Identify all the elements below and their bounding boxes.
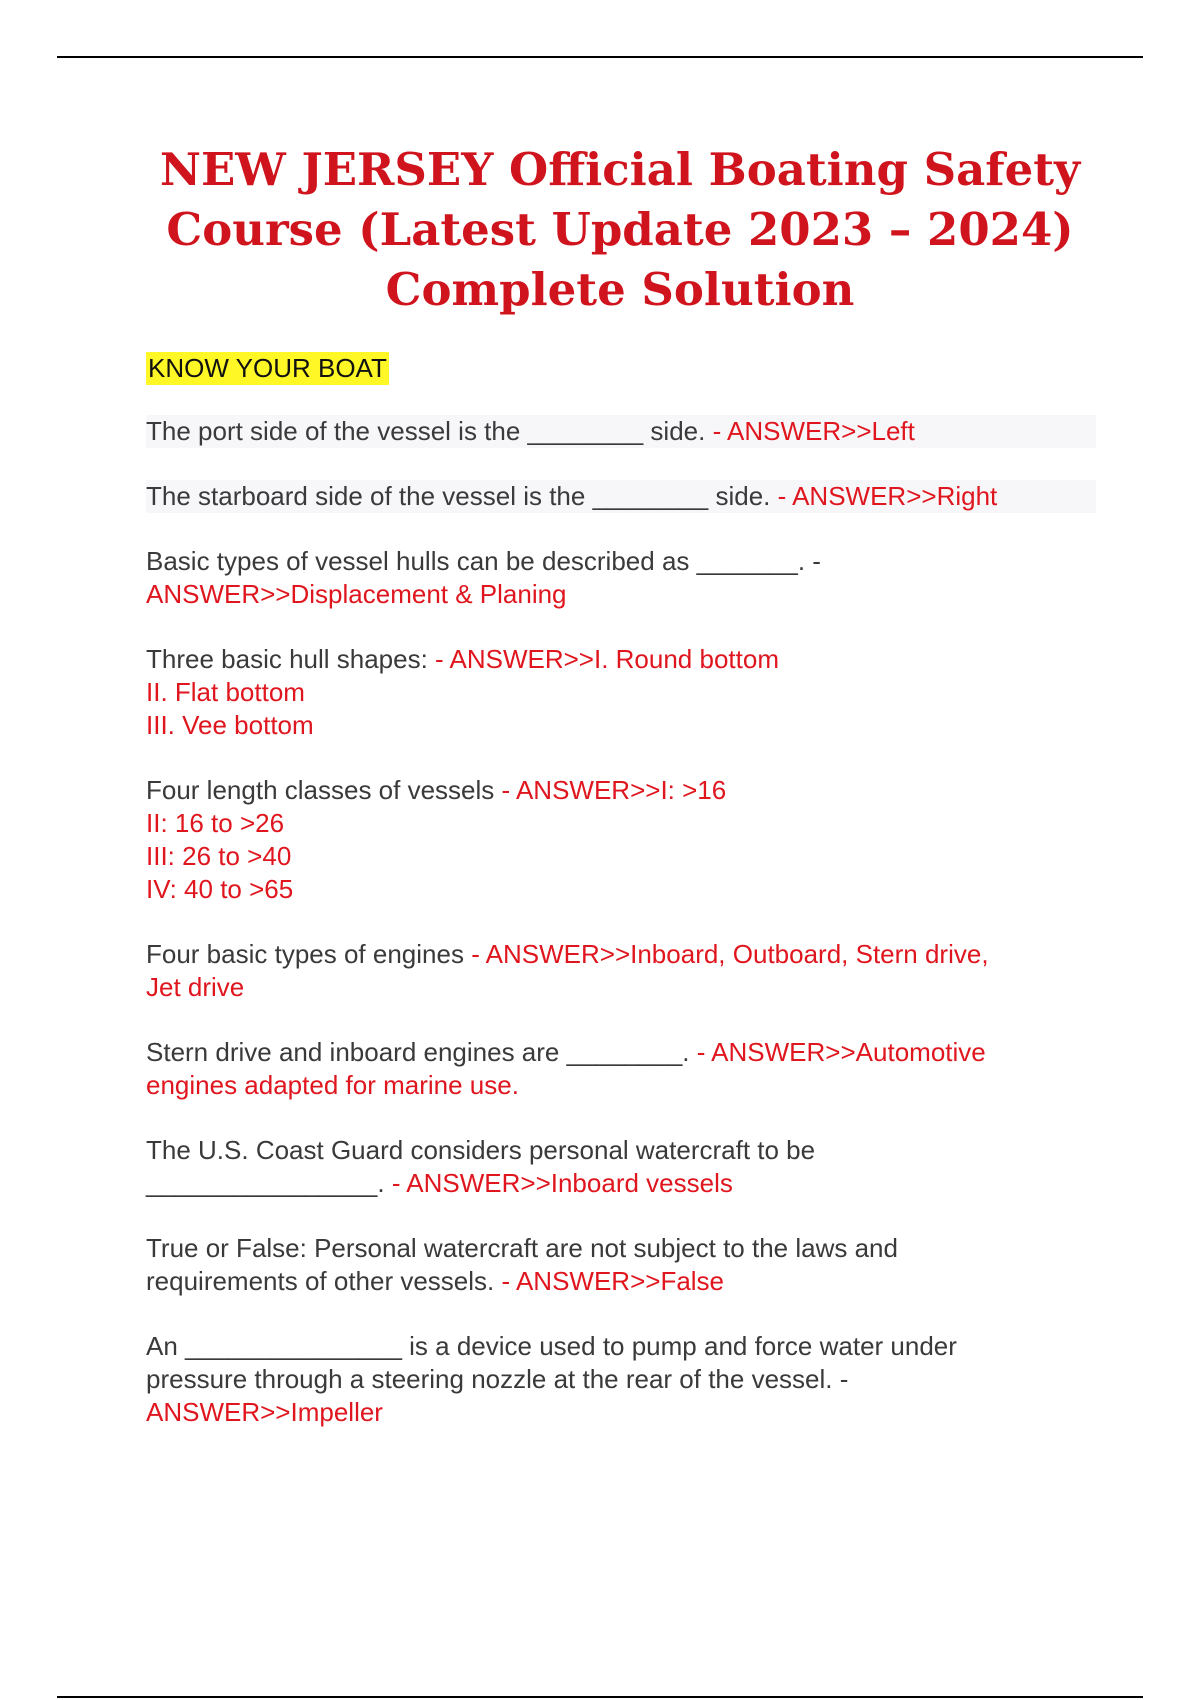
section-label: KNOW YOUR BOAT: [148, 353, 387, 383]
qa-item-1: [146, 415, 1096, 448]
answer-text: - ANSWER>>Inboard, Outboard, Stern drive,: [463, 939, 989, 969]
question-text: True or False: Personal watercraft are not subject to the laws and: [146, 1233, 898, 1263]
question-text: Three basic hull shapes:: [146, 644, 428, 674]
question-text-cont: ________________.: [146, 1168, 385, 1198]
qa-content: [146, 352, 1096, 1461]
answer-line: ANSWER>>Displacement & Planing: [146, 579, 567, 609]
answer-line: Jet drive: [146, 972, 245, 1002]
qa-item-10: [146, 1330, 1096, 1429]
answer-line: III. Vee bottom: [146, 710, 314, 740]
qa-item-6: [146, 938, 1096, 1004]
question-text-cont: pressure through a steering nozzle at the rear of the vessel. -: [146, 1364, 849, 1394]
question-text: The port side of the vessel is the ________ side.: [146, 416, 706, 446]
answer-text: - ANSWER>>I. Round bottom: [427, 644, 779, 674]
answer-line: II. Flat bottom: [146, 677, 305, 707]
question-text: The starboard side of the vessel is the ________ side.: [146, 481, 771, 511]
qa-item-7: [146, 1036, 1096, 1102]
question-text-cont: requirements of other vessels.: [146, 1266, 495, 1296]
answer-line: IV: 40 to >65: [146, 874, 294, 904]
question-text: Basic types of vessel hulls can be described as _______. -: [146, 546, 821, 576]
answer-text: - ANSWER>>Automotive: [689, 1037, 986, 1067]
bottom-rule: [57, 1696, 1143, 1698]
answer-text: - ANSWER>>False: [494, 1266, 725, 1296]
answer-text: - ANSWER>>Right: [770, 481, 998, 511]
qa-item-4: [146, 643, 1096, 742]
qa-item-2: [146, 480, 1096, 513]
qa-item-8: [146, 1134, 1096, 1200]
answer-line: ANSWER>>Impeller: [146, 1397, 383, 1427]
qa-item-5: [146, 774, 1096, 906]
answer-text: - ANSWER>>Left: [705, 416, 915, 446]
title-line-2: Course (Latest Update 2023 – 2024): [166, 203, 1074, 256]
qa-item-9: [146, 1232, 1096, 1298]
top-rule: [57, 56, 1143, 58]
question-text: Four basic types of engines: [146, 939, 464, 969]
qa-item-3: [146, 545, 1096, 611]
answer-text: - ANSWER>>Inboard vessels: [384, 1168, 733, 1198]
question-text: An _______________ is a device used to pump and force water under: [146, 1331, 957, 1361]
question-text: Stern drive and inboard engines are ________.: [146, 1037, 690, 1067]
title-line-3: Complete Solution: [385, 263, 855, 316]
answer-text: - ANSWER>>I: >16: [494, 775, 727, 805]
document-title: [100, 140, 1140, 320]
answer-line: II: 16 to >26: [146, 808, 285, 838]
section-heading: [146, 352, 1096, 415]
question-text: Four length classes of vessels: [146, 775, 495, 805]
answer-line: III: 26 to >40: [146, 841, 292, 871]
title-line-1: NEW JERSEY Official Boating Safety: [159, 143, 1081, 196]
answer-line: engines adapted for marine use.: [146, 1070, 519, 1100]
question-text: The U.S. Coast Guard considers personal watercraft to be: [146, 1135, 816, 1165]
